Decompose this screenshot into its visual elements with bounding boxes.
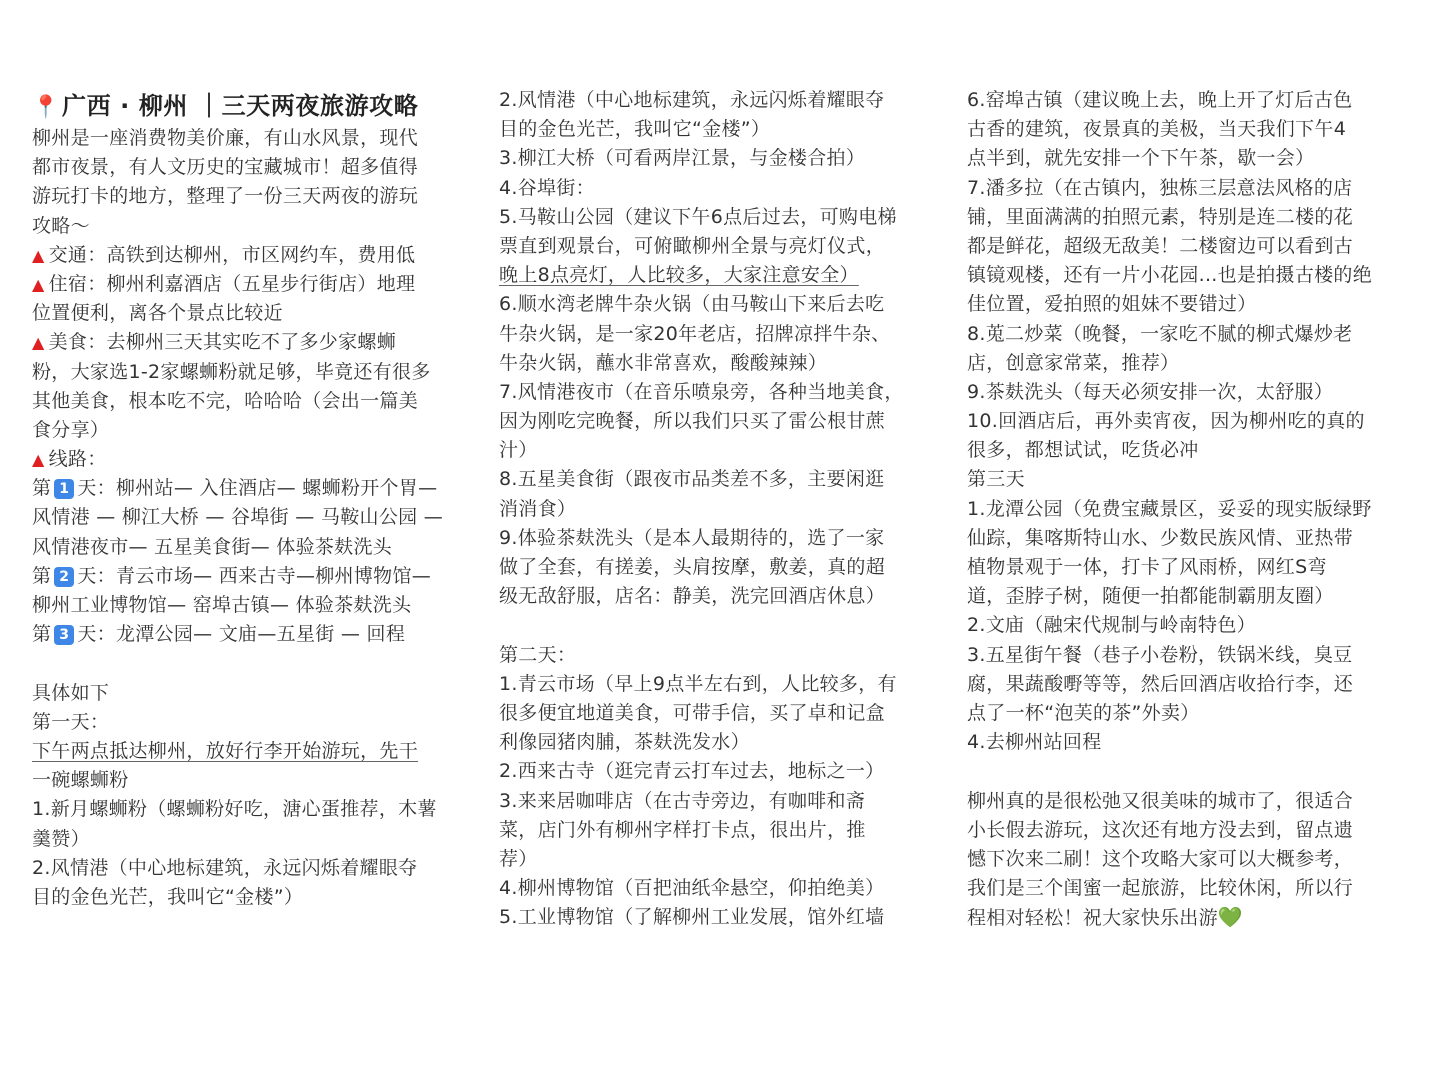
day1-line: 一碗螺蛳粉 [32, 769, 129, 792]
itinerary-line: 仙踪，集喀斯特山水、少数民族风情、亚热带 [967, 526, 1354, 549]
transport-text: 交通：高铁到达柳州，市区网约车，费用低 [48, 243, 416, 266]
outro-line: 小长假去游玩，这次还有地方没去到，留点遗 [967, 818, 1354, 841]
itinerary-line: 4.谷埠街： [499, 176, 595, 199]
food-line: 食分享） [32, 418, 110, 441]
intro-line: 都市夜景，有人文历史的宝藏城市！超多值得 [32, 156, 419, 179]
itinerary-line: 1.青云市场（早上9点半左右到，人比较多，有 [499, 672, 897, 695]
day1-line: 下午两点抵达柳州，放好行李开始游玩，先干 [32, 739, 419, 762]
route-day1-line: 风情港夜市— 五星美食街— 体验茶麸洗头 [32, 535, 393, 558]
itinerary-line: 晚上8点亮灯，人比较多，大家注意安全） [499, 264, 859, 287]
intro-line: 游玩打卡的地方，整理了一份三天两夜的游玩 [32, 185, 419, 208]
itinerary-line: 3.来来居咖啡店（在古寺旁边，有咖啡和斋 [499, 789, 866, 812]
itinerary-line: 牛杂火锅，蘸水非常喜欢，酸酸辣辣） [499, 351, 828, 374]
stay-text: 住宿：柳州利嘉酒店（五星步行街店）地理 [48, 272, 416, 295]
route-label: 线路： [48, 448, 107, 471]
itinerary-line: 6.顺水湾老牌牛杂火锅（由马鞍山下来后去吃 [499, 293, 885, 316]
day-prefix: 第 [32, 477, 52, 500]
route-day1-line [32, 474, 472, 503]
page-title [32, 88, 472, 124]
itinerary-line: 4.去柳州站回程 [967, 731, 1102, 754]
itinerary-line: 铺，里面满满的拍照元素，特别是连二楼的花 [967, 205, 1354, 228]
stay-line: 位置便利，离各个景点比较近 [32, 302, 283, 325]
spacer [32, 649, 472, 678]
column-middle [499, 86, 939, 932]
itinerary-line: 店，创意家常菜，推荐） [967, 351, 1180, 374]
route-day1-line: 风情港 — 柳江大桥 — 谷埠街 — 马鞍山公园 — [32, 506, 444, 529]
itinerary-line: 8.莵二炒菜（晚餐，一家吃不腻的柳式爆炒老 [967, 322, 1353, 345]
page-title-text: 广西 · 柳州 ｜三天两夜旅游攻略 [62, 92, 419, 120]
red-triangle-icon: ▲ [32, 333, 45, 353]
green-heart-icon: 💚 [1217, 905, 1244, 930]
itinerary-line: 消消食） [499, 497, 577, 520]
itinerary-line: 佳位置，爱拍照的姐妹不要错过） [967, 293, 1257, 316]
itinerary-line: 腐，果蔬酸嘢等等，然后回酒店收拾行李，还 [967, 672, 1354, 695]
column-right [967, 86, 1412, 932]
route-day3-line [32, 620, 472, 649]
spacer [967, 757, 1412, 786]
day1-line: 目的金色光芒，我叫它“金楼”） [32, 885, 304, 908]
food-line: 其他美食，根本吃不完，哈哈哈（会出一篇美 [32, 389, 419, 412]
food-text: 美食：去柳州三天其实吃不了多少家螺蛳 [48, 331, 397, 354]
food-line [32, 328, 472, 357]
intro-line: 攻略～ [32, 214, 90, 237]
itinerary-line: 很多便宜地道美食，可带手信，买了卓和记盒 [499, 701, 886, 724]
itinerary-line: 菜，店门外有柳州字样打卡点，很出片，推 [499, 818, 866, 841]
itinerary-line: 牛杂火锅，是一家20年老店，招牌凉拌牛杂、 [499, 322, 891, 345]
day-prefix: 第 [32, 564, 52, 587]
itinerary-line: 5.马鞍山公园（建议下午6点后过去，可购电梯 [499, 205, 897, 228]
route-day2-line [32, 562, 472, 591]
day3-heading: 第三天 [967, 468, 1025, 491]
red-triangle-icon: ▲ [32, 274, 45, 294]
itinerary-line: 5.工业博物馆（了解柳州工业发展，馆外红墙 [499, 906, 885, 929]
itinerary-line: 汁） [499, 439, 538, 462]
outro-line: 我们是三个闺蜜一起旅游，比较休闲，所以行 [967, 877, 1354, 900]
itinerary-line: 级无敌舒服，店名：静美，洗完回酒店休息） [499, 585, 886, 608]
day-suffix: 天： [77, 477, 116, 500]
outro-text: 程相对轻松！祝大家快乐出游 [967, 907, 1218, 930]
itinerary-line: 9.体验茶麸洗头（是本人最期待的，选了一家 [499, 526, 885, 549]
day-suffix: 天： [77, 564, 116, 587]
red-triangle-icon: ▲ [32, 450, 45, 470]
itinerary-line: 点了一杯“泡芙的茶”外卖） [967, 701, 1200, 724]
itinerary-line: 镇镜观楼，还有一片小花园...也是拍摄古楼的绝 [967, 264, 1373, 287]
food-line: 粉，大家选1-2家螺蛳粉就足够，毕竟还有很多 [32, 360, 431, 383]
itinerary-line: 都是鲜花，超级无敌美！二楼窗边可以看到古 [967, 234, 1354, 257]
route-day1-text: 柳州站— 入住酒店— 螺蛳粉开个胃— [115, 477, 438, 500]
transport-line [32, 241, 472, 270]
route-day2-line: 柳州工业博物馆— 窑埠古镇— 体验茶麸洗头 [32, 594, 412, 616]
route-day3-text: 龙潭公园— 文庙—五星街 — 回程 [115, 623, 406, 646]
itinerary-line: 9.茶麸洗头（每天必须安排一次，太舒服） [967, 380, 1334, 403]
itinerary-line: 目的金色光芒，我叫它“金楼”） [499, 118, 771, 141]
itinerary-line: 3.五星街午餐（巷子小卷粉，铁锅米线，臭豆 [967, 643, 1353, 666]
outro-line: 憾下次来二刷！这个攻略大家可以大概参考， [967, 847, 1354, 870]
column-left [32, 88, 472, 912]
itinerary-line: 利像园猪肉脯，茶麸洗发水） [499, 731, 750, 754]
red-triangle-icon: ▲ [32, 245, 45, 265]
itinerary-line: 2.风情港（中心地标建筑，永远闪烁着耀眼夺 [499, 89, 885, 111]
itinerary-line: 票直到观景台，可俯瞰柳州全景与亮灯仪式， [499, 234, 886, 257]
itinerary-line: 很多，都想试试，吃货必冲 [967, 439, 1199, 462]
itinerary-line: 古香的建筑，夜景真的美极，当天我们下午4 [967, 118, 1347, 141]
day-prefix: 第 [32, 623, 52, 646]
details-heading: 具体如下 [32, 681, 110, 704]
itinerary-line: 1.龙潭公园（免费宝藏景区，妥妥的现实版绿野 [967, 497, 1372, 520]
location-pin-icon: 📍 [32, 95, 60, 120]
itinerary-line: 4.柳州博物馆（百把油纸伞悬空，仰拍绝美） [499, 877, 885, 900]
day1-line: 2.风情港（中心地标建筑，永远闪烁着耀眼夺 [32, 856, 418, 879]
itinerary-line: 2.文庙（融宋代规制与岭南特色） [967, 614, 1256, 637]
keycap-3-icon: 3 [54, 625, 74, 645]
route-day2-text: 青云市场— 西来古寺—柳州博物馆— [115, 564, 432, 587]
day1-heading: 第一天： [32, 710, 110, 733]
itinerary-line: 8.五星美食街（跟夜市品类差不多，主要闲逛 [499, 468, 885, 491]
day1-line: 羹赞） [32, 827, 90, 850]
day-suffix: 天： [77, 623, 116, 646]
day2-heading: 第二天： [499, 643, 577, 666]
itinerary-line: 7.潘多拉（在古镇内，独栋三层意法风格的店 [967, 176, 1353, 199]
outro-line [967, 903, 1412, 932]
intro-line: 柳州是一座消费物美价廉，有山水风景，现代 [32, 127, 419, 149]
itinerary-line: 2.西来古寺（逛完青云打车过去，地标之一） [499, 760, 885, 783]
spacer [499, 611, 939, 640]
day1-line: 1.新月螺蛳粉（螺蛳粉好吃，溏心蛋推荐，木薯 [32, 798, 437, 821]
itinerary-line: 3.柳江大桥（可看两岸江景，与金楼合拍） [499, 147, 866, 170]
itinerary-line: 因为刚吃完晚餐，所以我们只买了雷公根甘蔗 [499, 410, 886, 433]
keycap-2-icon: 2 [54, 567, 74, 587]
itinerary-line: 植物景观于一体，打卡了风雨桥，网红S弯 [967, 556, 1327, 578]
keycap-1-icon: 1 [54, 479, 74, 499]
route-label-line [32, 445, 472, 474]
itinerary-line: 点半到，就先安排一个下午茶，歇一会） [967, 147, 1315, 170]
itinerary-line: 道，歪脖子树，随便一拍都能制霸朋友圈） [967, 585, 1334, 608]
itinerary-line: 做了全套，有搓姜，头肩按摩，敷姜，真的超 [499, 556, 886, 578]
stay-line [32, 270, 472, 299]
itinerary-line: 10.回酒店后，再外卖宵夜，因为柳州吃的真的 [967, 410, 1365, 433]
outro-line: 柳州真的是很松弛又很美味的城市了，很适合 [967, 789, 1354, 812]
itinerary-line: 7.风情港夜市（在音乐喷泉旁，各种当地美食， [499, 380, 904, 403]
itinerary-line: 荐） [499, 847, 538, 870]
itinerary-line: 6.窑埠古镇（建议晚上去，晚上开了灯后古色 [967, 89, 1353, 111]
